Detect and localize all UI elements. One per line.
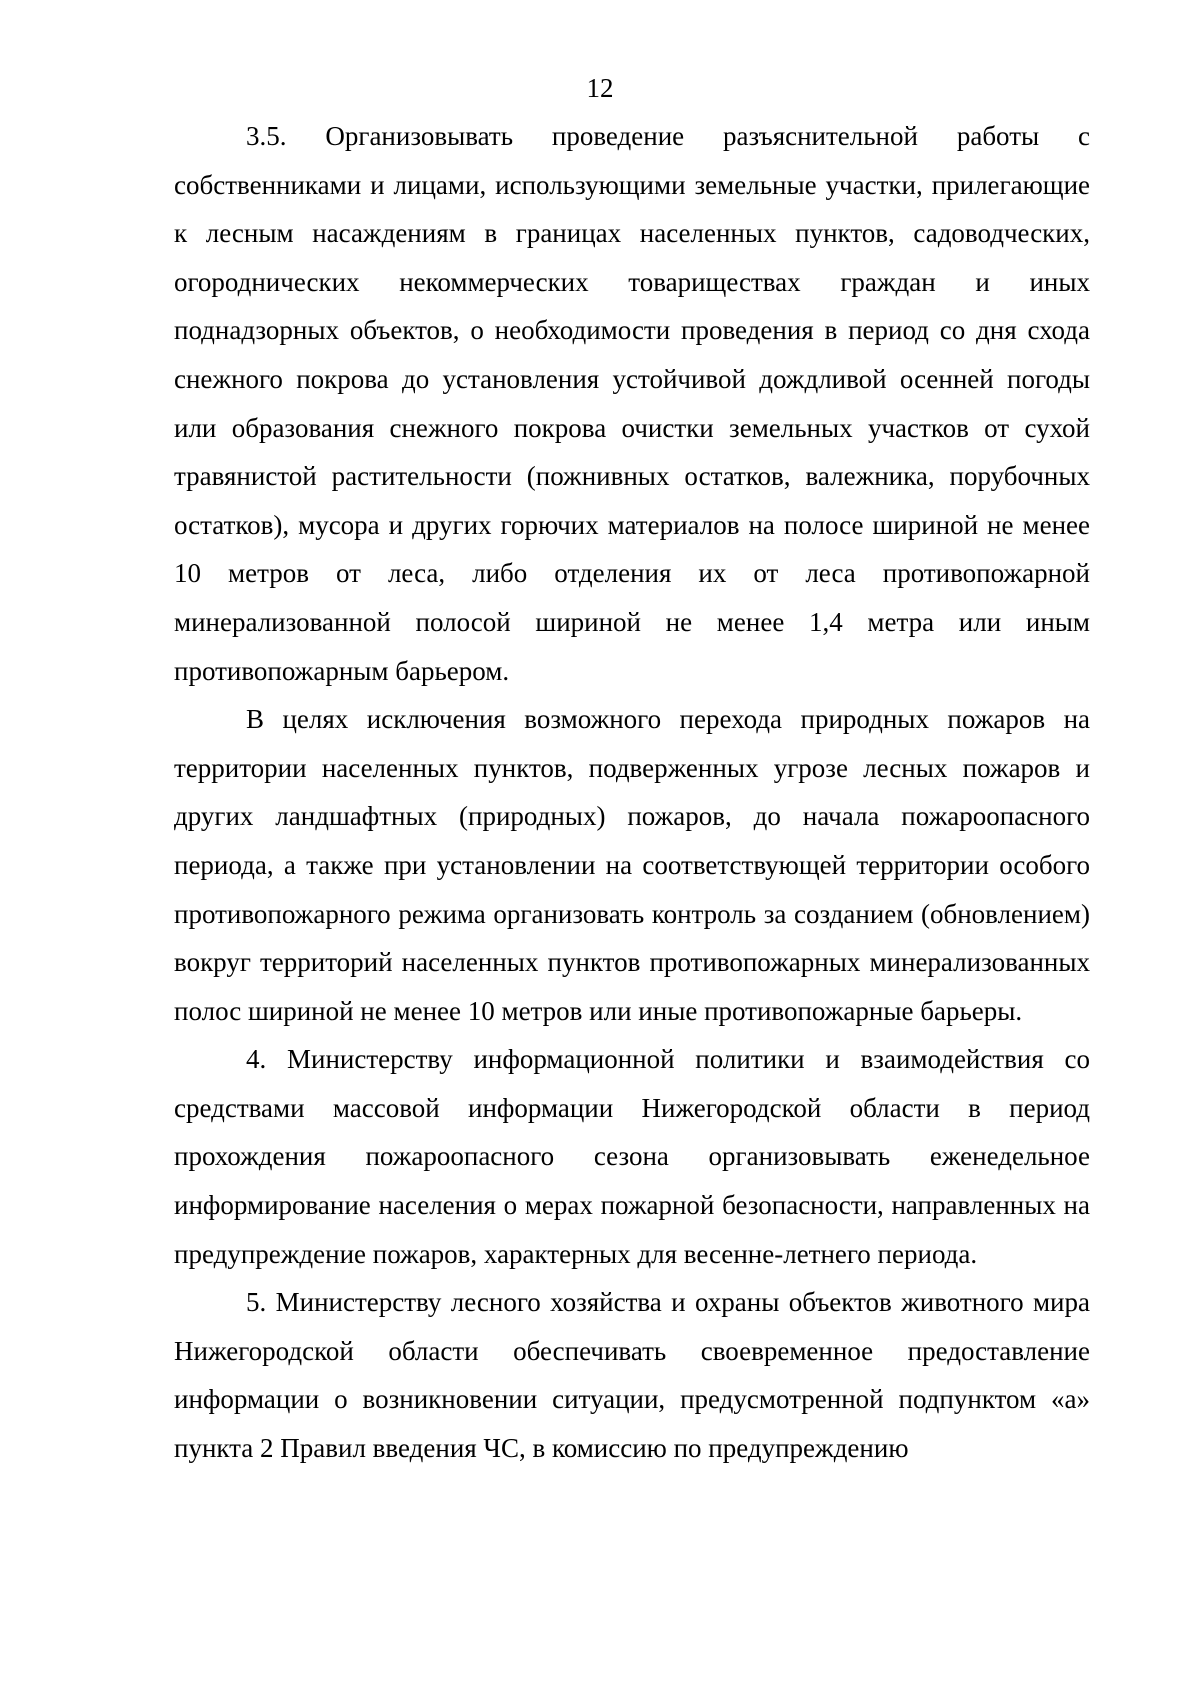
paragraph-4: 4. Министерству информационной политики и взаимодействия со средствами массовой информации Нижегородской области в период прохождения пожароопасного сезона организовывать еженедельное информирование населения о мерах пожарной безопасности, направленных на предупреждение пожаров, характерных для весенне-летнего периода.: [174, 1044, 1090, 1269]
paragraph-3-5: 3.5. Организовывать проведение разъяснительной работы с собственниками и лицами, использующими земельные участки, прилегающие к лесным насаждениям в границах населенных пунктов, садоводческих, огороднических некоммерческих товариществах граждан и иных поднадзорных объектов, о необходимости проведения в период со дня схода снежного покрова до установления устойчивой дождливой осенней погоды или образования снежного покрова очистки земельных участков от сухой травянистой растительности (пожнивных остатков, валежника, порубочных остатков), мусора и других горючих материалов на полосе шириной не менее 10 метров от леса, либо отделения их от леса противопожарной минерализованной полосой шириной не менее 1,4 метра или иным противопожарным барьером.: [174, 121, 1090, 686]
paragraph-5: 5. Министерству лесного хозяйства и охраны объектов животного мира Нижегородской области обеспечивать своевременное предоставление информации о возникновении ситуации, предусмотренной подпунктом «а» пункта 2 Правил введения ЧС, в комиссию по предупреждению: [174, 1287, 1090, 1464]
paragraph-fire-prevention: В целях исключения возможного перехода природных пожаров на территории населенных пунктов, подверженных угрозе лесных пожаров и других ландшафтных (природных) пожаров, до начала пожароопасного периода, а также при установлении на соответствующей территории особого противопожарного режима организовать контроль за созданием (обновлением) вокруг территорий населенных пунктов противопожарных минерализованных полос шириной не менее 10 метров или иные противопожарные барьеры.: [174, 704, 1090, 1026]
page-number: 12: [586, 73, 614, 103]
document-body: [174, 112, 1090, 1473]
